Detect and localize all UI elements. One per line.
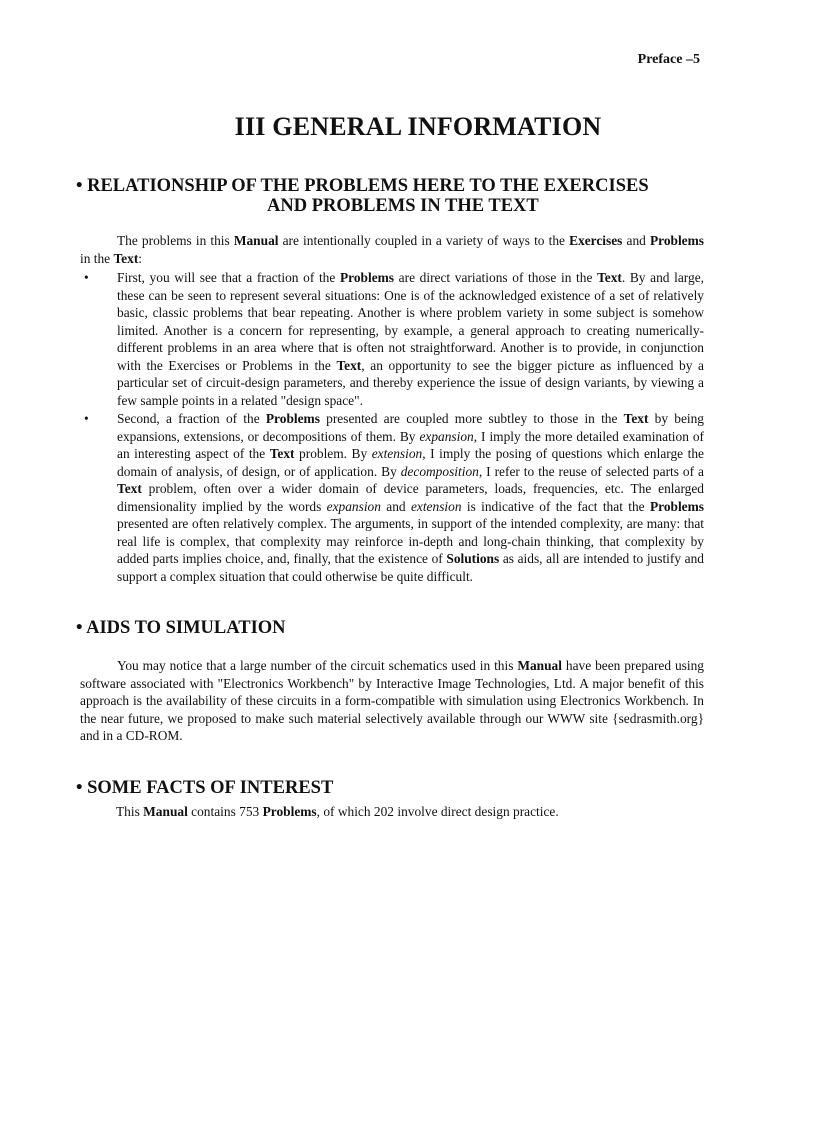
page-number-header: Preface –5: [637, 52, 700, 67]
intro-paragraph: The problems in this Manual are intentionally coupled in a variety of ways to the Exercises and Problems in the Text:: [80, 233, 704, 266]
bullet-icon: •: [84, 270, 89, 285]
section-heading-simulation: • AIDS TO SIMULATION: [76, 618, 286, 638]
simulation-paragraph: You may notice that a large number of the circuit schematics used in this Manual have been prepared using software associated with "Electronics Workbench" by Interactive Image Technologies, Ltd. A major benefit of this approach is the availability of these circuits in a form-compatible with simulation using Electronics Workbench. In the near future, we proposed to make such material selectively available through our WWW site {sedrasmith.org} and in a CD-ROM.: [80, 658, 704, 743]
bullet-icon: •: [84, 411, 89, 426]
list-item: • First, you will see that a fraction of the Problems are direct variations of those in the Text. By and large, these can be seen to represent several situations: One is of the acknowledged existence of a set of relatively basic, classic problems that bear repeating. Another is where problem variety in some subject is somehow limited. Another is a concern for representing, by example, a general approach to creating numerically-different problems in an area where that is often not straightforward. Another is to provide, in conjunction with the Exercises or Problems in the Text, an opportunity to see the bigger picture as influenced by a particular set of circuit-design parameters, and thereby experience the issue of design variants, by viewing a few sample points in a related "design space".: [84, 270, 705, 408]
section-heading-facts: • SOME FACTS OF INTEREST: [76, 778, 334, 798]
section-heading-line2: AND PROBLEMS IN THE TEXT: [267, 196, 539, 216]
bullet-list: [80, 269, 704, 586]
list-item: • Second, a fraction of the Problems presented are coupled more subtley to those in the Text by being expansions, extensions, or decompositions of them. By expansion, I imply the more detailed examination of an interesting aspect of the Text problem. By extension, I imply the posing of questions which enlarge the domain of analysis, of design, or of application. By decomposition, I refer to the reuse of selected parts of a Text problem, often over a wider domain of device parameters, loads, frequencies, etc. The enlarged dimensionality implied by the words expansion and extension is indicative of the fact that the Problems presented are often relatively complex. The arguments, in support of the intended complexity, are many: that real life is complex, that complexity may reinforce in-depth and long-chain thinking, that complexity by added parts implies choice, and, finally, that the existence of Solutions as aids, all are intended to justify and support a complex situation that could otherwise be quite difficult.: [84, 411, 705, 584]
page-title: III GENERAL INFORMATION: [234, 112, 602, 141]
facts-paragraph: This Manual contains 753 Problems, of which 202 involve direct design practice.: [116, 804, 559, 819]
section-heading-line1: • RELATIONSHIP OF THE PROBLEMS HERE TO THE EXERCISES: [76, 176, 649, 196]
section-heading-relationship: [76, 176, 736, 216]
